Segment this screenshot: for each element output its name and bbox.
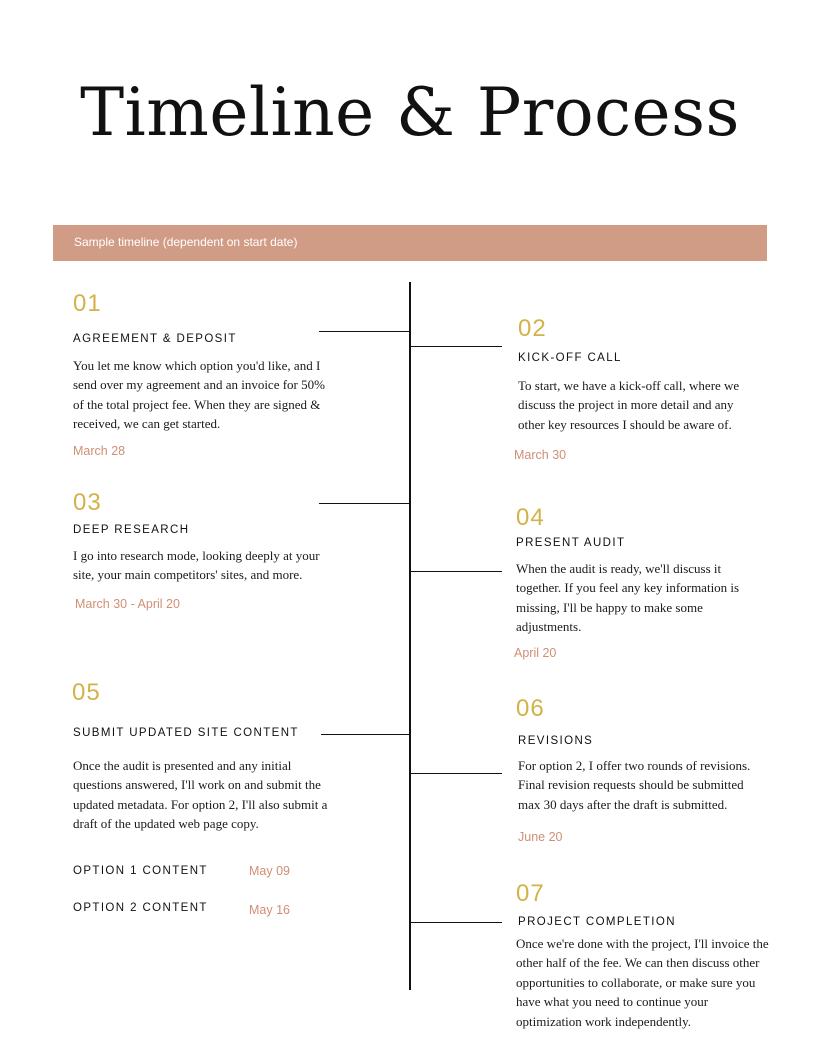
step-heading: PROJECT COMPLETION [518,916,676,928]
step-date: March 30 [514,448,567,462]
step-heading: SUBMIT UPDATED SITE CONTENT [73,727,299,739]
step-description: To start, we have a kick-off call, where we discuss the project in more detail and any other key resources I should be aware of. [518,378,740,432]
step-number: 04 [516,504,545,531]
step-heading: PRESENT AUDIT [516,537,626,549]
step-description: You let me know which option you'd like, and I send over my agreement and an invoice for 50% of the total project fee. When they are signed & received, we can get started. [73,358,325,432]
connector-07 [410,922,502,923]
step-heading: KICK-OFF CALL [518,352,622,364]
step-description: Once we're done with the project, I'll invoice the other half of the fee. We can then discuss other opportunities to collaborate, or make sure you have what you need to continue your optimization work independently. [516,936,769,1029]
option-1-label: OPTION 1 CONTENT [73,865,208,877]
step-date: March 30 - April 20 [75,597,180,611]
step-number: 06 [516,695,545,722]
step-date: June 20 [518,830,563,844]
option-2-label: OPTION 2 CONTENT [73,902,208,914]
connector-02 [410,346,502,347]
step-number: 07 [516,880,545,907]
step-number: 05 [72,679,101,706]
banner-text: Sample timeline (dependent on start date) [74,235,298,249]
connector-03 [319,503,410,504]
option-2-date: May 16 [249,903,290,917]
step-number: 03 [73,489,102,516]
timeline-banner [53,225,767,261]
connector-05 [321,734,410,735]
step-number: 02 [518,315,547,342]
step-date: April 20 [514,646,557,660]
step-description: Once the audit is presented and any initial questions answered, I'll work on and submit the updated metadata. For option 2, I'll also submit a draft of the updated web page copy. [73,758,328,832]
connector-06 [410,773,502,774]
option-1-date: May 09 [249,864,290,878]
step-description: When the audit is ready, we'll discuss it together. If you feel any key information is missing, I'll be happy to make some adjustments. [516,561,740,635]
connector-01 [319,331,410,332]
step-description: I go into research mode, looking deeply at your site, your main competitors' sites, and more. [73,548,320,583]
step-heading: DEEP RESEARCH [73,524,190,536]
connector-04 [410,571,502,572]
step-date: March 28 [73,444,126,458]
step-heading: REVISIONS [518,735,594,747]
timeline-spine [409,282,411,990]
page-title: Timeline & Process [80,74,740,151]
step-description: For option 2, I offer two rounds of revisions. Final revision requests should be submitted max 30 days after the draft is submitted. [518,758,751,812]
step-heading: AGREEMENT & DEPOSIT [73,333,237,345]
step-number: 01 [73,290,102,317]
